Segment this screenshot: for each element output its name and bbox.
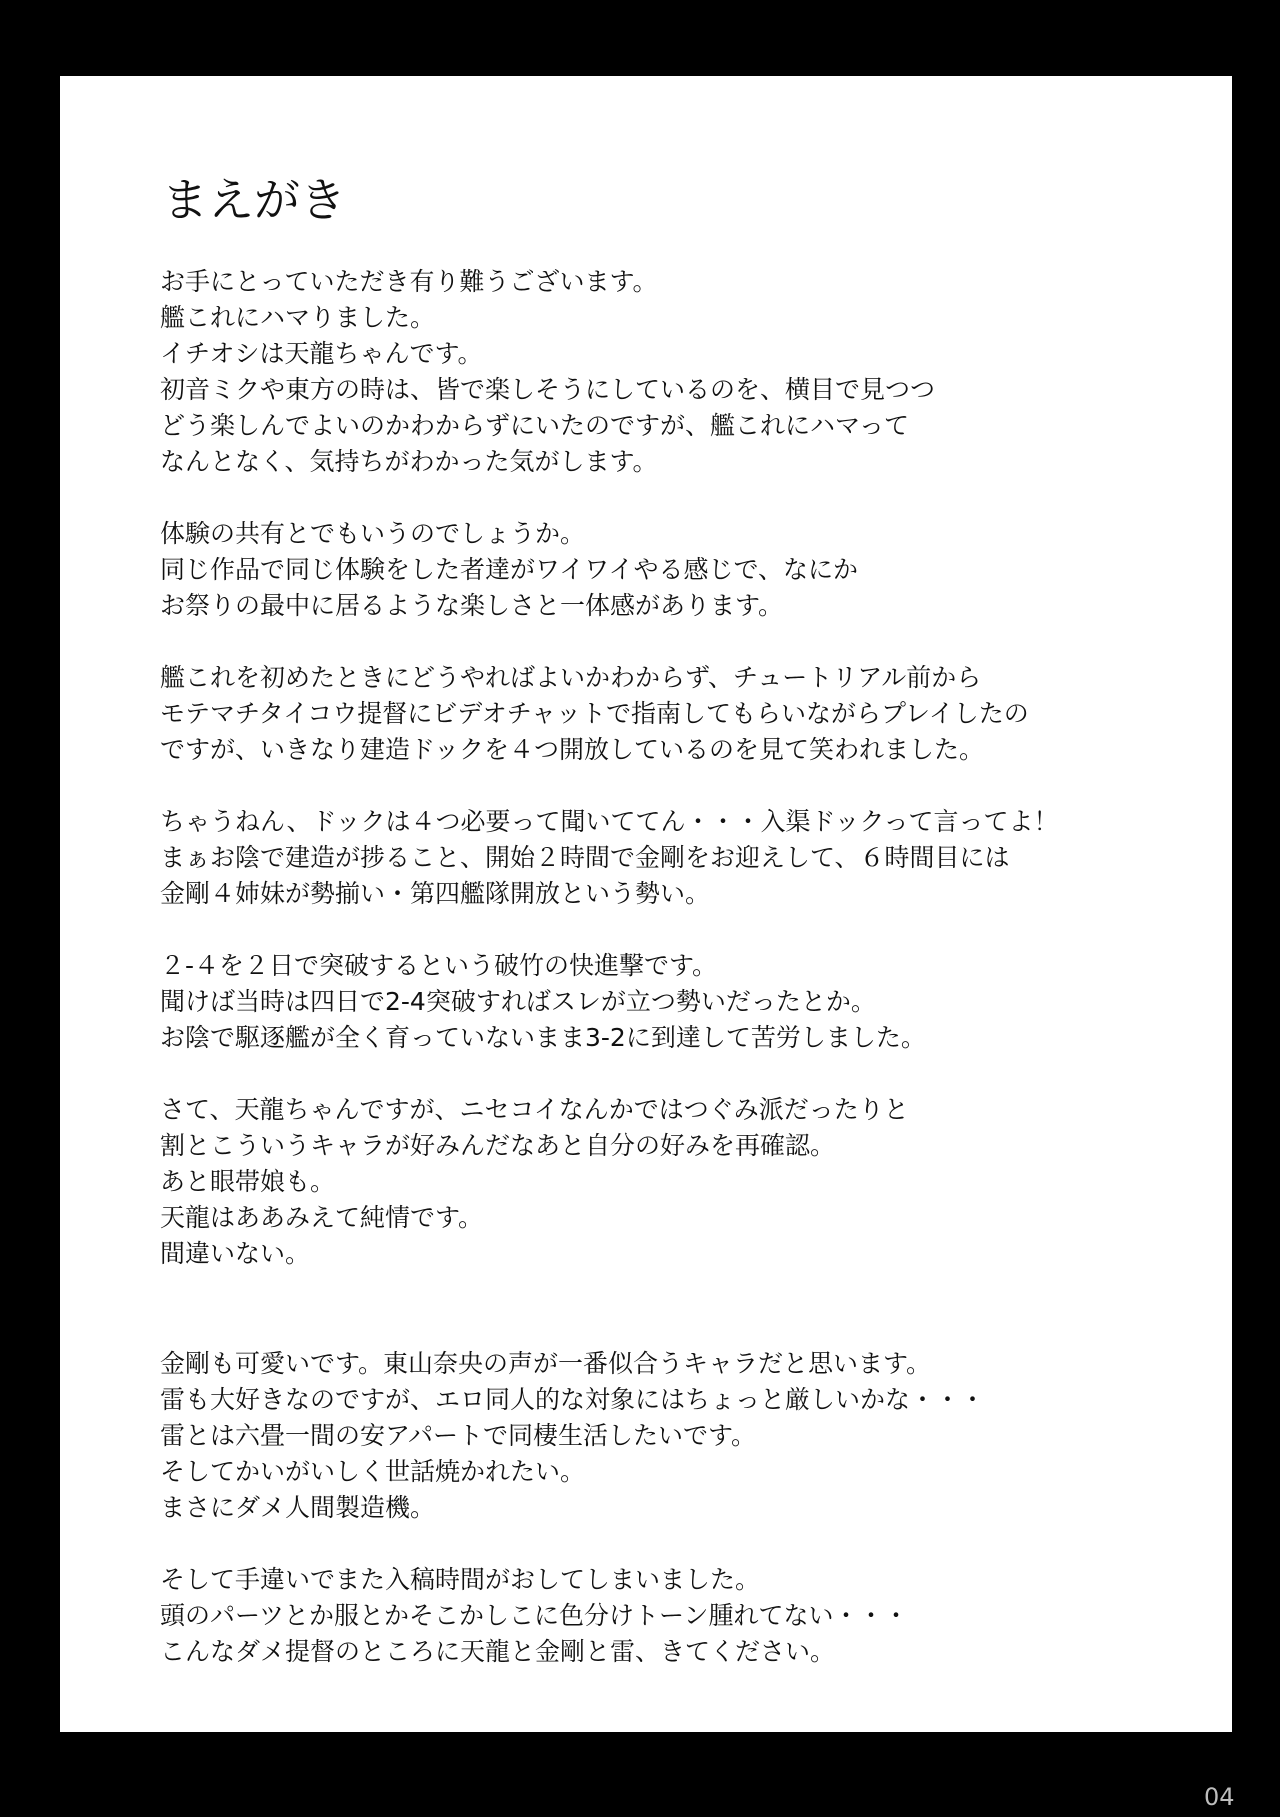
text-line: 天龍はああみえて純情です。 xyxy=(160,1203,484,1232)
paragraph-spacer xyxy=(160,480,1180,516)
text-line: 艦これを初めたときにどうやればよいかわからず、チュートリアル前から xyxy=(160,663,982,692)
text-line: 体験の共有とでもいうのでしょうか。 xyxy=(160,519,586,548)
text-line: ちゃうねん、ドックは４つ必要って聞いててん・・・入渠ドックって言ってよ！ xyxy=(160,807,1059,836)
paragraph-spacer xyxy=(160,768,1180,804)
text-line: あと眼帯娘も。 xyxy=(160,1167,336,1196)
page-heading: まえがき xyxy=(162,173,346,227)
text-line: なんとなく、気持ちがわかった気がします。 xyxy=(160,447,658,476)
paragraph-5 xyxy=(160,948,1180,1056)
text-line: 聞けば当時は四日で2-4突破すればスレが立つ勢いだったとか。 xyxy=(160,987,876,1016)
text-line: お祭りの最中に居るような楽しさと一体感があります。 xyxy=(160,591,784,620)
text-line: そしてかいがいしく世話焼かれたい。 xyxy=(160,1457,586,1486)
paragraph-3 xyxy=(160,660,1180,768)
paragraph-spacer xyxy=(160,1272,1180,1346)
paragraph-spacer xyxy=(160,624,1180,660)
text-line: お陰で駆逐艦が全く育っていないまま3-2に到達して苦労しました。 xyxy=(160,1023,926,1052)
text-line: 割とこういうキャラが好みんだなあと自分の好みを再確認。 xyxy=(160,1131,836,1160)
text-line: 艦これにハマりました。 xyxy=(160,303,436,332)
text-line: 間違いない。 xyxy=(160,1239,311,1268)
text-line: ですが、いきなり建造ドックを４つ開放しているのを見て笑われました。 xyxy=(160,735,985,764)
text-line: ２-４を２日で突破するという破竹の快進撃です。 xyxy=(160,951,718,980)
page-number: 04 xyxy=(1204,1783,1235,1811)
text-line: モテマチタイコウ提督にビデオチャットで指南してもらいながらプレイしたの xyxy=(160,699,1029,728)
text-line: こんなダメ提督のところに天龍と金剛と雷、きてください。 xyxy=(160,1637,836,1666)
text-line: イチオシは天龍ちゃんです。 xyxy=(160,339,483,368)
text-line: 同じ作品で同じ体験をした者達がワイワイやる感じで、なにか xyxy=(160,555,859,584)
text-line: まぁお陰で建造が捗ること、開始２時間で金剛をお迎えして、６時間目には xyxy=(160,843,1010,872)
paragraph-1 xyxy=(160,264,1180,480)
text-line: 初音ミクや東方の時は、皆で楽しそうにしているのを、横目で見つつ xyxy=(160,375,936,404)
text-line: 雷とは六畳一間の安アパートで同棲生活したいです。 xyxy=(160,1421,757,1450)
text-line: 金剛４姉妹が勢揃い・第四艦隊開放という勢い。 xyxy=(160,879,711,908)
text-line: まさにダメ人間製造機。 xyxy=(160,1493,436,1522)
text-line: どう楽しんでよいのかわからずにいたのですが、艦これにハマって xyxy=(160,411,910,440)
text-line: そして手違いでまた入稿時間がおしてしまいました。 xyxy=(160,1565,761,1594)
paragraph-8 xyxy=(160,1562,1180,1670)
paragraph-6 xyxy=(160,1092,1180,1272)
paragraph-7 xyxy=(160,1346,1180,1526)
text-line: 雷も大好きなのですが、エロ同人的な対象にはちょっと厳しいかな・・・ xyxy=(160,1385,986,1414)
text-line: 金剛も可愛いです。東山奈央の声が一番似合うキャラだと思います。 xyxy=(160,1349,932,1378)
text-line: お手にとっていただき有り難うございます。 xyxy=(160,267,658,296)
paragraph-spacer xyxy=(160,1526,1180,1562)
preface-body xyxy=(160,264,1180,1670)
paragraph-4 xyxy=(160,804,1180,912)
paragraph-2 xyxy=(160,516,1180,624)
text-line: 頭のパーツとか服とかそこかしこに色分けトーン腫れてない・・・ xyxy=(160,1601,909,1630)
text-line: さて、天龍ちゃんですが、ニセコイなんかではつぐみ派だったりと xyxy=(160,1095,909,1124)
paragraph-spacer xyxy=(160,1056,1180,1092)
paragraph-spacer xyxy=(160,912,1180,948)
